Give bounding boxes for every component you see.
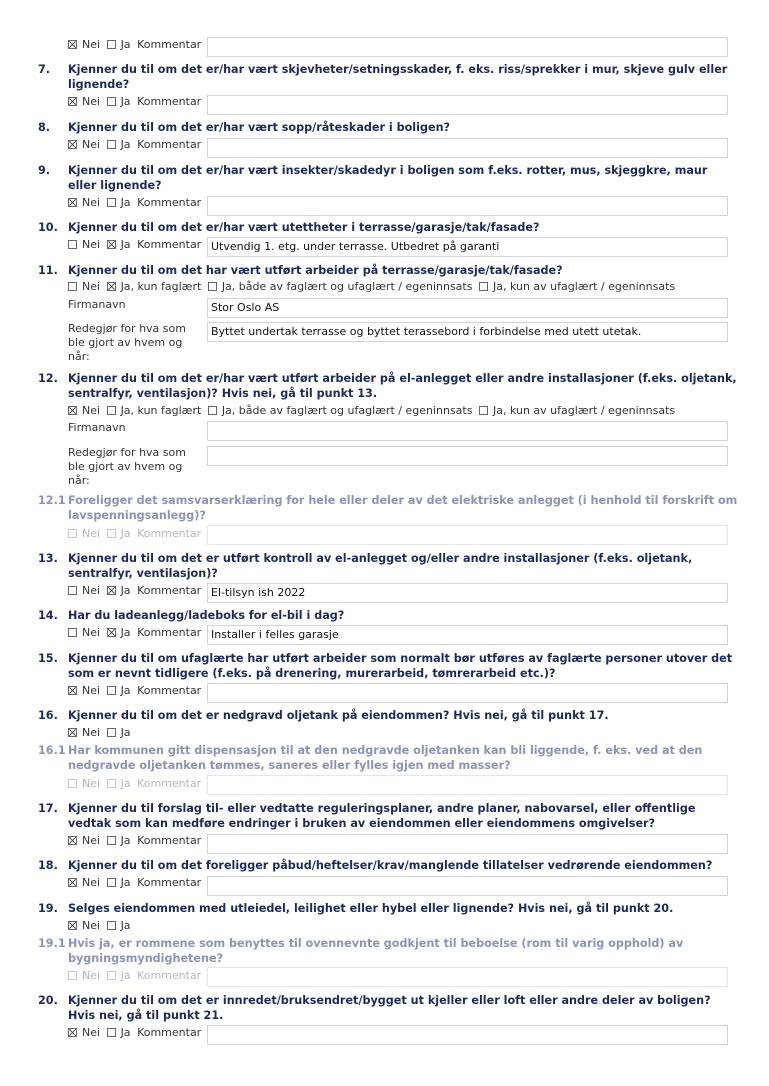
question-number: 14. [38, 609, 58, 622]
q11-firmanavn-field[interactable]: Stor Oslo AS [207, 298, 728, 318]
ja-label: Ja [120, 238, 131, 251]
question-17 [38, 801, 738, 831]
kommentar-label: Kommentar [137, 527, 202, 540]
nei-label: Nei [82, 919, 101, 932]
checkbox-nei[interactable] [68, 282, 77, 291]
ja-label: Ja [120, 876, 131, 889]
nei-label: Nei [82, 95, 101, 108]
checkbox-nei[interactable] [68, 97, 77, 106]
checkbox-ja[interactable] [107, 878, 116, 887]
kommentar-label: Kommentar [137, 584, 202, 597]
checkbox-ja-begge[interactable] [208, 282, 217, 291]
kommentar-label: Kommentar [137, 969, 202, 982]
question-text: Foreligger det samsvarserklæring for hele eller deler av det elektriske anlegget (i henhold til forskrift om lavspenningsanlegg)? [68, 494, 738, 522]
redegjor-label: Redegjør for hva som ble gjort av hvem og når: [68, 322, 186, 363]
ja-label: Ja [120, 584, 131, 597]
checkbox-nei[interactable] [68, 140, 77, 149]
checkbox-ja[interactable] [107, 40, 116, 49]
checkbox-ja[interactable] [107, 728, 116, 737]
nei-label: Nei [82, 238, 101, 251]
checkbox-nei[interactable] [68, 878, 77, 887]
q10-options [68, 238, 201, 252]
question-number: 13. [38, 552, 58, 565]
ja-label: Ja [120, 684, 131, 697]
q16-options [68, 726, 134, 740]
question-15 [38, 651, 738, 681]
question-number: 9. [38, 164, 51, 177]
q14-comment-field[interactable]: Installer i felles garasje [207, 625, 728, 645]
question-19 [38, 901, 738, 916]
question-number: 16. [38, 709, 58, 722]
checkbox-ja[interactable] [107, 686, 116, 695]
q11-redegjor-field[interactable]: Byttet undertak terrasse og byttet terassebord i forbindelse med utett utetak. [207, 322, 728, 342]
q20-comment-field[interactable] [207, 1025, 728, 1045]
question-text: Har du ladeanlegg/ladeboks for el-bil i dag? [68, 609, 345, 622]
question-14 [38, 608, 738, 623]
ja-label: Ja [120, 1026, 131, 1039]
checkbox-nei[interactable] [68, 40, 77, 49]
ja-begge-label: Ja, både av faglært og ufaglært / egeninnsats [221, 280, 473, 293]
question-number: 19. [38, 902, 58, 915]
q15-comment-field[interactable] [207, 683, 728, 703]
checkbox-ja-kun-faglaert[interactable] [107, 282, 116, 291]
nei-label: Nei [82, 834, 101, 847]
kommentar-label: Kommentar [137, 196, 202, 209]
question-10 [38, 220, 738, 235]
question-text: Selges eiendommen med utleiedel, leilighet eller hybel eller lignende? Hvis nei, gå til punkt 20. [68, 902, 674, 915]
q19-1-comment-field[interactable] [207, 967, 728, 987]
checkbox-ja[interactable] [107, 198, 116, 207]
q12-firmanavn-field[interactable] [207, 421, 728, 441]
nei-label: Nei [82, 876, 101, 889]
kommentar-label: Kommentar [137, 684, 202, 697]
ja-label: Ja [120, 196, 131, 209]
ja-kun-faglaert-label: Ja, kun faglært [120, 280, 202, 293]
question-text: Kjenner du til om det foreligger påbud/heftelser/krav/manglende tillatelser vedrørende eiendommen? [68, 859, 713, 872]
checkbox-ja[interactable] [107, 779, 116, 788]
nei-label: Nei [82, 38, 101, 51]
checkbox-nei[interactable] [68, 628, 77, 637]
question-text: Kjenner du til om det har vært utført arbeider på terrasse/garasje/tak/fasade? [68, 264, 563, 277]
checkbox-nei[interactable] [68, 240, 77, 249]
question-text: Kjenner du til forslag til- eller vedtatte reguleringsplaner, andre planer, nabovarsel, eller offentlige vedtak som kan medføre endringer i bruken av eiendommen eller eiendommens omgivelser? [68, 802, 696, 830]
kommentar-label: Kommentar [137, 238, 202, 251]
ja-label: Ja [120, 834, 131, 847]
checkbox-ja[interactable] [107, 140, 116, 149]
checkbox-ja[interactable] [107, 240, 116, 249]
q11-options [68, 280, 678, 294]
question-text: Kjenner du til om det er nedgravd oljetank på eiendommen? Hvis nei, gå til punkt 17. [68, 709, 609, 722]
q18-options [68, 876, 201, 890]
q14-options [68, 626, 201, 640]
checkbox-ja[interactable] [107, 586, 116, 595]
q8-options [68, 138, 201, 152]
ja-ufaglaert-label: Ja, kun av ufaglært / egeninnsats [492, 280, 676, 293]
question-number: 18. [38, 859, 58, 872]
ja-label: Ja [120, 919, 131, 932]
question-text: Kjenner du til om det er/har vært utettheter i terrasse/garasje/tak/fasade? [68, 221, 540, 234]
nei-label: Nei [82, 527, 101, 540]
checkbox-ja[interactable] [107, 97, 116, 106]
nei-label: Nei [82, 626, 101, 639]
q12-redegjor-field[interactable] [207, 446, 728, 466]
q7-comment-field[interactable] [207, 95, 728, 115]
nei-label: Nei [82, 584, 101, 597]
q16-1-comment-field[interactable] [207, 775, 728, 795]
kommentar-label: Kommentar [137, 1026, 202, 1039]
checkbox-ja-ufaglaert[interactable] [479, 282, 488, 291]
checkbox-nei[interactable] [68, 406, 77, 415]
question-13 [38, 551, 738, 581]
checkbox-ja[interactable] [107, 921, 116, 930]
ja-begge-label: Ja, både av faglært og ufaglært / egeninnsats [221, 404, 473, 417]
q13-options [68, 584, 201, 598]
question-number: 12. [38, 372, 58, 385]
q17-options [68, 834, 201, 848]
ja-label: Ja [120, 726, 131, 739]
nei-label: Nei [82, 280, 101, 293]
checkbox-nei[interactable] [68, 779, 77, 788]
nei-label: Nei [82, 196, 101, 209]
question-20 [38, 993, 738, 1023]
checkbox-ja[interactable] [107, 529, 116, 538]
question-number: 17. [38, 802, 58, 815]
checkbox-ja[interactable] [107, 628, 116, 637]
question-11 [38, 263, 738, 278]
ja-label: Ja [120, 969, 131, 982]
checkbox-nei[interactable] [68, 686, 77, 695]
question-8 [38, 120, 738, 135]
q12-1-comment-field[interactable] [207, 525, 728, 545]
kommentar-label: Kommentar [137, 95, 202, 108]
question-16 [38, 708, 738, 723]
checkbox-nei[interactable] [68, 728, 77, 737]
kommentar-label: Kommentar [137, 777, 202, 790]
ja-ufaglaert-label: Ja, kun av ufaglært / egeninnsats [492, 404, 676, 417]
question-12 [38, 371, 738, 401]
question-text: Kjenner du til om ufaglærte har utført arbeider som normalt bør utføres av faglærte personer utover det som er nevnt tidligere (f.eks. på drenering, murerarbeid, tømrerarbeid etc.)? [68, 652, 733, 680]
q12-1-options [68, 527, 201, 541]
checkbox-ja-kun-faglaert[interactable] [107, 406, 116, 415]
nei-label: Nei [82, 1026, 101, 1039]
q19-1-options [68, 969, 201, 983]
checkbox-nei[interactable] [68, 1028, 77, 1037]
question-7 [38, 62, 738, 92]
checkbox-ja[interactable] [107, 1028, 116, 1037]
nei-label: Nei [82, 404, 101, 417]
ja-label: Ja [120, 38, 131, 51]
checkbox-ja-ufaglaert[interactable] [479, 406, 488, 415]
q20-options [68, 1026, 201, 1040]
kommentar-label: Kommentar [137, 138, 202, 151]
question-19-1 [38, 936, 738, 966]
question-9 [38, 163, 738, 193]
kommentar-label: Kommentar [137, 876, 202, 889]
question-text: Kjenner du til om det er/har vært utført arbeider på el-anlegget eller andre installasjoner (f.eks. oljetank, sentralfyr, ventilasjon)? Hvis nei, gå til punkt 13. [68, 372, 737, 400]
ja-kun-faglaert-label: Ja, kun faglært [120, 404, 202, 417]
nei-label: Nei [82, 684, 101, 697]
firmanavn-label: Firmanavn [68, 421, 126, 434]
q15-options [68, 684, 201, 698]
redegjor-label: Redegjør for hva som ble gjort av hvem og når: [68, 446, 186, 487]
q18-comment-field[interactable] [207, 876, 728, 896]
kommentar-label: Kommentar [137, 626, 202, 639]
checkbox-nei[interactable] [68, 836, 77, 845]
question-number: 8. [38, 121, 51, 134]
firmanavn-label: Firmanavn [68, 298, 126, 311]
q16-1-options [68, 777, 201, 791]
q8-comment-field[interactable] [207, 138, 728, 158]
question-text: Kjenner du til om det er utført kontroll av el-anlegget og/eller andre installasjoner (f.eks. oljetank, sentralfyr, ventilasjon)? [68, 552, 693, 580]
nei-label: Nei [82, 138, 101, 151]
q12-options [68, 404, 678, 418]
question-number: 19.1 [38, 937, 66, 950]
ja-label: Ja [120, 626, 131, 639]
q13-comment-field[interactable]: El-tilsyn ish 2022 [207, 583, 728, 603]
q19-options [68, 919, 134, 933]
nei-label: Nei [82, 726, 101, 739]
question-number: 20. [38, 994, 58, 1007]
top-options [68, 38, 201, 52]
question-number: 10. [38, 221, 58, 234]
question-16-1 [38, 743, 738, 773]
ja-label: Ja [120, 527, 131, 540]
q10-comment-field[interactable]: Utvendig 1. etg. under terrasse. Utbedret på garanti [207, 237, 728, 257]
checkbox-ja[interactable] [107, 971, 116, 980]
comment-field[interactable] [207, 37, 728, 57]
question-text: Kjenner du til om det er/har vært sopp/råteskader i boligen? [68, 121, 451, 134]
q9-options [68, 196, 201, 210]
kommentar-label: Kommentar [137, 38, 202, 51]
checkbox-nei[interactable] [68, 529, 77, 538]
question-number: 12.1 [38, 494, 66, 507]
question-number: 15. [38, 652, 58, 665]
checkbox-nei[interactable] [68, 921, 77, 930]
question-text: Hvis ja, er rommene som benyttes til ovennevnte godkjent til beboelse (rom til varig opphold) av bygningsmyndighetene? [68, 937, 684, 965]
checkbox-nei[interactable] [68, 586, 77, 595]
question-text: Kjenner du til om det er innredet/bruksendret/bygget ut kjeller eller loft eller andre deler av boligen? Hvis nei, gå til punkt 21. [68, 994, 711, 1022]
kommentar-label: Kommentar [137, 834, 202, 847]
checkbox-ja-begge[interactable] [208, 406, 217, 415]
question-number: 7. [38, 63, 51, 76]
nei-label: Nei [82, 969, 101, 982]
q9-comment-field[interactable] [207, 196, 728, 216]
nei-label: Nei [82, 777, 101, 790]
q17-comment-field[interactable] [207, 834, 728, 854]
q7-options [68, 95, 201, 109]
question-text: Kjenner du til om det er/har vært insekter/skadedyr i boligen som f.eks. rotter, mus, skjeggkre, maur eller lignende? [68, 164, 708, 192]
question-text: Har kommunen gitt dispensasjon til at den nedgravde oljetanken kan bli liggende, f. eks. ved at den nedgravde oljetanken tømmes, saneres eller fylles igjen med masser? [68, 744, 703, 772]
question-text: Kjenner du til om det er/har vært skjevheter/setningsskader, f. eks. riss/sprekker i mur, skjeve gulv eller lignende? [68, 63, 728, 91]
question-number: 11. [38, 264, 58, 277]
question-number: 16.1 [38, 744, 66, 757]
checkbox-ja[interactable] [107, 836, 116, 845]
question-12-1 [38, 493, 738, 523]
ja-label: Ja [120, 138, 131, 151]
checkbox-nei[interactable] [68, 198, 77, 207]
ja-label: Ja [120, 95, 131, 108]
question-18 [38, 858, 738, 873]
ja-label: Ja [120, 777, 131, 790]
checkbox-nei[interactable] [68, 971, 77, 980]
